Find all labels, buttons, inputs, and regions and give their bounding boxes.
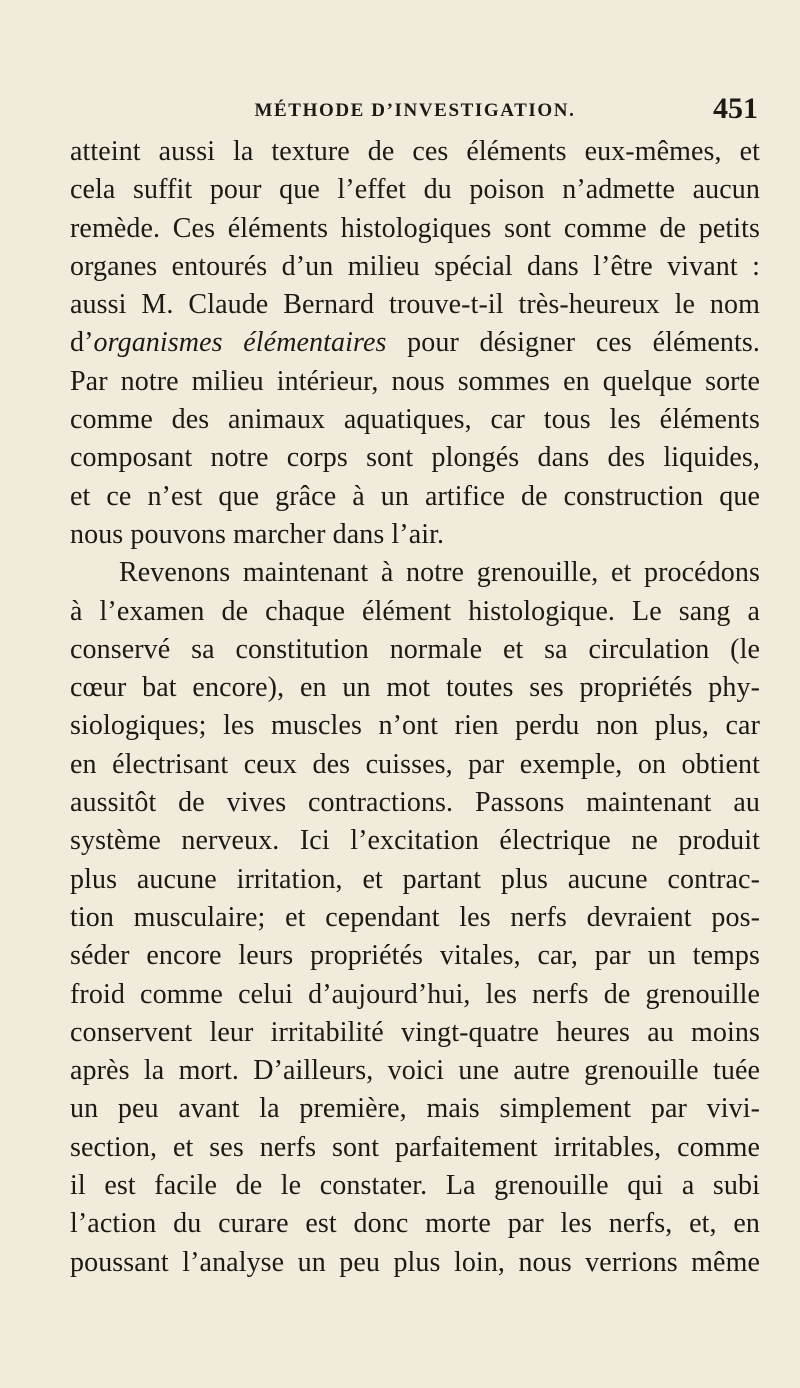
text-line: système nerveux. Ici l’excitation électrique ne produit	[70, 825, 760, 857]
text-line: cela suffit pour que l’effet du poison n’admette aucun	[70, 174, 760, 206]
text-line	[70, 324, 760, 362]
running-title: MÉTHODE D’INVESTIGATION.	[254, 100, 576, 121]
italic-term: organismes élémentaires	[93, 327, 387, 359]
text-line: conservé sa constitution normale et sa circulation (le	[70, 633, 760, 665]
text-fragment: pour désigner ces éléments.	[386, 327, 760, 359]
text-line: il est facile de le constater. La grenouille qui a subi	[70, 1170, 760, 1202]
text-line: siologiques; les muscles n’ont rien perdu non plus, car	[70, 710, 760, 742]
text-line: conservent leur irritabilité vingt-quatre heures au moins	[70, 1016, 760, 1048]
text-line: atteint aussi la texture de ces éléments eux-mêmes, et	[70, 136, 760, 167]
text-line: et ce n’est que grâce à un artifice de construction que	[70, 480, 760, 512]
text-line: en électrisant ceux des cuisses, par exemple, on obtient	[70, 748, 760, 780]
text-line: composant notre corps sont plongés dans des liquides,	[70, 442, 760, 474]
text-line: Par notre milieu intérieur, nous sommes en quelque sorte	[70, 365, 760, 397]
text-line: aussi M. Claude Bernard trouve-t-il très-heureux le nom	[70, 289, 760, 321]
running-head	[70, 92, 760, 132]
text-fragment: d’	[70, 327, 94, 359]
text-line: après la mort. D’ailleurs, voici une autre grenouille tuée	[70, 1055, 760, 1087]
text-line: froid comme celui d’aujourd’hui, les nerfs de grenouille	[70, 978, 760, 1010]
text-line: aussitôt de vives contractions. Passons maintenant au	[70, 787, 760, 819]
text-line: plus aucune irritation, et partant plus aucune contrac-	[70, 863, 760, 895]
text-line: poussant l’analyse un peu plus loin, nous verrions même	[70, 1246, 760, 1278]
body-text	[70, 133, 760, 1282]
text-line: remède. Ces éléments histologiques sont comme de petits	[70, 212, 760, 244]
paragraph-start-line: Revenons maintenant à notre grenouille, et procédons	[119, 557, 760, 589]
text-line: à l’examen de chaque élément histologique. Le sang a	[70, 595, 760, 627]
text-line: section, et ses nerfs sont parfaitement irritables, comme	[70, 1131, 760, 1163]
text-line: séder encore leurs propriétés vitales, car, par un temps	[70, 940, 760, 972]
paragraph-end-line: nous pouvons marcher dans l’air.	[70, 518, 445, 550]
text-line: cœur bat encore), en un mot toutes ses propriétés phy-	[70, 672, 760, 704]
page-number: 451	[713, 92, 758, 125]
text-line: l’action du curare est donc morte par les nerfs, et, en	[70, 1208, 760, 1240]
text-line: tion musculaire; et cependant les nerfs devraient pos-	[70, 901, 760, 933]
text-line: organes entourés d’un milieu spécial dans l’être vivant :	[70, 250, 760, 282]
text-line: un peu avant la première, mais simplement par vivi-	[70, 1093, 760, 1125]
text-line: comme des animaux aquatiques, car tous les éléments	[70, 404, 760, 436]
